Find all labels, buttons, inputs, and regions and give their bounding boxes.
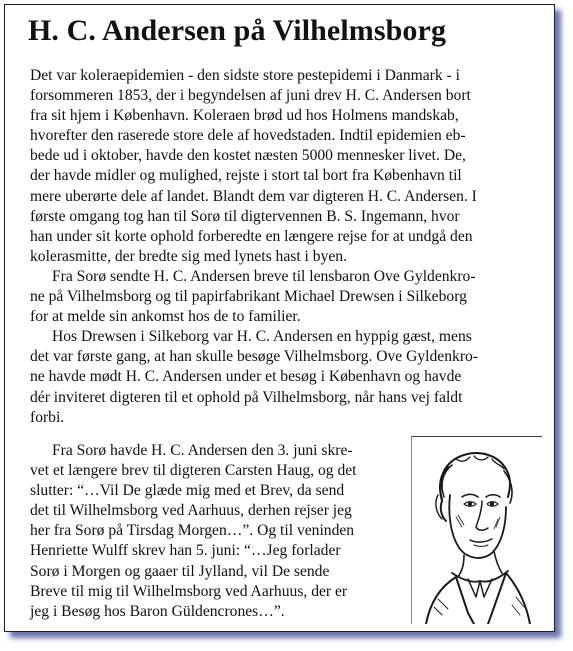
text-line: her fra Sorø på Tirsdag Morgen…”. Og til veninden	[30, 522, 355, 540]
text-line: jeg i Besøg hos Baron Güldencrones…”.	[30, 602, 285, 620]
paragraph-3	[30, 327, 542, 427]
text-line: fra sit hjem i København. Koleraen brød ud hos Holmens mandskab,	[30, 107, 459, 125]
text-line: ne havde mødt H. C. Andersen under et besøg i København og havde	[30, 368, 462, 386]
text-line: kolerasmitte, der bredte sig med lynets hast i byen.	[30, 247, 347, 265]
article-body	[30, 66, 542, 428]
article-title: H. C. Andersen på Vilhelmsborg	[28, 14, 447, 47]
portrait-illustration	[411, 436, 542, 624]
text-line: Det var koleraepidemien - den sidste store pestepidemi i Danmark - i	[30, 67, 460, 84]
text-line: ne på Vilhelmsborg og til papirfabrikant Michael Drewsen i Silkeborg	[30, 288, 467, 306]
text-line: slutter: “…Vil De glæde mig med et Brev, da send	[30, 482, 345, 500]
text-line: det var første gang, at han skulle besøge Vilhelmsborg. Ove Gyldenkro-	[30, 348, 478, 366]
text-line: for at melde sin ankomst hos de to familier.	[30, 308, 301, 326]
text-line: første omgang tog han til Sorø til digtervennen B. S. Ingemann, hvor	[30, 207, 460, 225]
text-line: hvorefter den raserede store dele af hovedstaden. Indtil epidemien eb-	[30, 127, 466, 145]
text-line: dér inviteret digteren til et ophold på Vilhelmsborg, når hans vej faldt	[30, 388, 463, 406]
text-line: forsommeren 1853, der i begyndelsen af juni drev H. C. Andersen bort	[30, 87, 471, 105]
text-line: Breve til mig til Wilhelmsborg ved Aarhuus, der er	[30, 582, 348, 600]
portrait-drawing-icon	[412, 437, 542, 624]
text-line: forbi.	[30, 408, 65, 426]
text-line: Henriette Wulff skrev han 5. juni: “…Jeg forlader	[30, 542, 341, 560]
text-line: han under sit korte ophold forberedte en længere rejse for at undgå den	[30, 227, 473, 245]
paragraph-1	[30, 66, 542, 267]
text-line: Sorø i Morgen og gaaer til Jylland, vil De sende	[30, 562, 330, 580]
text-line: Fra Sorø sendte H. C. Andersen breve til lensbaron Ove Gyldenkro-	[52, 267, 476, 285]
paragraph-4	[30, 441, 410, 622]
text-line: det til Wilhelmsborg ved Aarhuus, derhen rejser jeg	[30, 502, 352, 520]
text-line: bede ud i oktober, havde den kostet næsten 5000 mennesker livet. De,	[30, 147, 466, 165]
text-line: Fra Sorø havde H. C. Andersen den 3. juni skre-	[52, 442, 353, 459]
paragraph-2	[30, 267, 542, 327]
text-line: der havde midler og mulighed, rejste i stort tal bort fra København til	[30, 167, 462, 185]
text-line: mere uberørte dele af landet. Blandt dem var digteren H. C. Andersen. I	[30, 187, 477, 205]
text-line: vet et længere brev til digteren Carsten Haug, og det	[30, 462, 357, 480]
text-line: Hos Drewsen i Silkeborg var H. C. Andersen en hyppig gæst, mens	[52, 328, 472, 346]
